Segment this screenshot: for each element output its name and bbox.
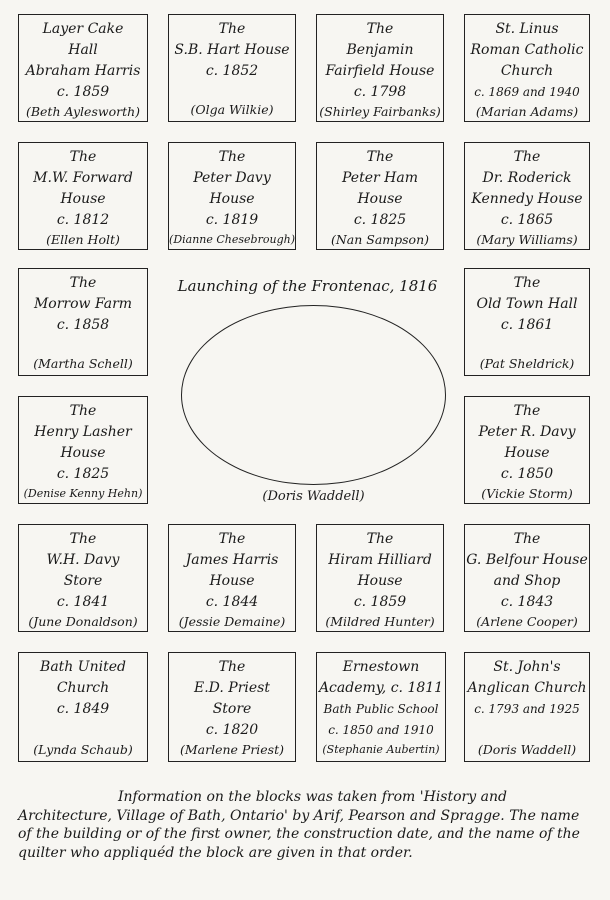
quilter-name: (Ellen Holt) — [46, 232, 120, 247]
block-line: c. 1861 — [500, 317, 554, 333]
block-line: Roman Catholic — [470, 42, 584, 58]
block-line: c. 1798 — [353, 84, 407, 100]
quilt-block — [316, 142, 444, 250]
block-line: The — [218, 149, 246, 165]
quilter-name: (Mary Williams) — [476, 232, 578, 247]
block-line: James Harris — [185, 552, 279, 568]
block-line: St. John's — [493, 659, 561, 675]
block-line: The — [69, 149, 97, 165]
block-line: The — [513, 531, 541, 547]
block-line: Store — [212, 701, 252, 717]
block-line: House — [209, 573, 255, 589]
block-line: St. Linus — [495, 21, 559, 37]
block-line: The — [366, 531, 394, 547]
quilt-block — [18, 14, 148, 122]
block-line: The — [69, 275, 97, 291]
block-line: The — [218, 531, 246, 547]
block-line: Anglican Church — [467, 680, 587, 696]
quilter-name: (Pat Sheldrick) — [479, 356, 575, 371]
block-line: c. 1825 — [56, 466, 110, 482]
block-line: c. 1869 and 1940 — [474, 85, 580, 99]
center-oval — [181, 305, 446, 485]
block-line: The — [366, 149, 394, 165]
block-line: S.B. Hart House — [174, 42, 290, 58]
quilter-name: (Vickie Storm) — [481, 486, 573, 501]
block-line: The — [366, 21, 394, 37]
quilter-name: (Olga Wilkie) — [190, 102, 274, 117]
block-line: House — [357, 573, 403, 589]
block-line: The — [69, 531, 97, 547]
block-line: House — [504, 445, 550, 461]
block-line: Bath Public School — [323, 702, 439, 716]
quilt-block — [18, 142, 148, 250]
block-line: Abraham Harris — [25, 63, 141, 79]
block-line: Peter Davy — [193, 170, 271, 186]
block-line: Dr. Roderick — [482, 170, 572, 186]
block-line: The — [513, 275, 541, 291]
quilter-name: (Lynda Schaub) — [33, 742, 133, 757]
quilter-name: (Beth Aylesworth) — [25, 104, 141, 119]
quilt-block — [168, 652, 296, 762]
quilt-block — [18, 396, 148, 504]
block-line: c. 1841 — [56, 594, 110, 610]
center-block-title: Launching of the Frontenac, 1816 — [177, 277, 438, 295]
block-line: c. 1850 — [500, 466, 554, 482]
block-line: Church — [500, 63, 554, 79]
quilter-name: (Stephanie Aubertin) — [322, 743, 440, 756]
block-line: Peter Ham — [342, 170, 418, 186]
block-line: c. 1825 — [353, 212, 407, 228]
block-line: House — [357, 191, 403, 207]
block-line: Hiram Hilliard — [328, 552, 432, 568]
quilt-block — [464, 142, 590, 250]
quilt-block — [464, 396, 590, 504]
block-line: c. 1793 and 1925 — [474, 702, 580, 716]
quilter-name: (Marlene Priest) — [179, 742, 285, 757]
block-line: M.W. Forward — [33, 170, 133, 186]
quilter-name: (Shirley Fairbanks) — [319, 104, 441, 119]
block-line: Benjamin — [346, 42, 414, 58]
block-line: Hall — [68, 42, 98, 58]
quilt-block — [18, 652, 148, 762]
block-line: Store — [63, 573, 103, 589]
quilt-block — [464, 524, 590, 632]
block-line: The — [218, 659, 246, 675]
quilt-block — [168, 524, 296, 632]
quilter-name: (June Donaldson) — [28, 614, 138, 629]
quilt-block — [464, 652, 590, 762]
block-line: c. 1820 — [205, 722, 259, 738]
block-line: and Shop — [493, 573, 561, 589]
block-line: House — [60, 191, 106, 207]
block-line: Peter R. Davy — [478, 424, 576, 440]
block-line: House — [209, 191, 255, 207]
block-line: The — [69, 403, 97, 419]
block-line: c. 1843 — [500, 594, 554, 610]
quilter-name: (Doris Waddell) — [477, 742, 577, 757]
block-line: c. 1819 — [205, 212, 259, 228]
block-line: c. 1859 — [353, 594, 407, 610]
block-line: The — [513, 149, 541, 165]
block-line: Layer Cake — [42, 21, 124, 37]
block-line: c. 1852 — [205, 63, 259, 79]
quilter-name: (Martha Schell) — [33, 356, 133, 371]
quilt-block — [168, 14, 296, 122]
block-line: c. 1865 — [500, 212, 554, 228]
quilt-block — [316, 524, 444, 632]
block-line: Henry Lasher — [34, 424, 132, 440]
block-line: Kennedy House — [471, 191, 583, 207]
block-line: c. 1858 — [56, 317, 110, 333]
quilter-name: (Denise Kenny Hehn) — [23, 487, 143, 500]
quilter-name: (Nan Sampson) — [330, 232, 430, 247]
block-line: House — [60, 445, 106, 461]
block-line: c. 1812 — [56, 212, 110, 228]
quilter-name: (Arlene Cooper) — [476, 614, 578, 629]
block-line: Church — [56, 680, 110, 696]
block-line: c. 1844 — [205, 594, 259, 610]
block-line: W.H. Davy — [46, 552, 120, 568]
block-line: The — [218, 21, 246, 37]
block-line: Bath United — [40, 659, 126, 675]
source-note-paragraph: Information on the blocks was taken from 'History and Architecture, Village of Bath, Ontario' by Arif, Pearson and Spragge. The name of the building or of the first owner, the construction date, and the name of the quilter who appliquéd the block are given in that order. — [18, 789, 580, 861]
block-line: c. 1850 and 1910 — [328, 723, 434, 737]
quilter-name: (Jessie Demaine) — [178, 614, 286, 629]
quilter-name: (Marian Adams) — [475, 104, 579, 119]
quilt-block — [18, 524, 148, 632]
block-line: c. 1849 — [56, 701, 110, 717]
block-line: c. 1859 — [56, 84, 110, 100]
quilt-block — [316, 14, 444, 122]
block-line: E.D. Priest — [194, 680, 270, 696]
block-line: G. Belfour House — [466, 552, 588, 568]
center-quilter-name: (Doris Waddell) — [262, 489, 365, 504]
block-line: Academy, c. 1811 — [318, 680, 444, 696]
quilter-name: (Mildred Hunter) — [325, 614, 435, 629]
quilt-block — [168, 142, 296, 250]
quilt-block — [464, 14, 590, 122]
block-line: The — [513, 403, 541, 419]
quilter-name: (Dianne Chesebrough) — [169, 233, 295, 246]
block-line: Fairfield House — [325, 63, 435, 79]
quilt-block — [464, 268, 590, 376]
quilt-block — [18, 268, 148, 376]
block-line: Old Town Hall — [476, 296, 578, 312]
block-line: Morrow Farm — [33, 296, 133, 312]
quilt-block — [316, 652, 446, 762]
block-line: Ernestown — [342, 659, 420, 675]
